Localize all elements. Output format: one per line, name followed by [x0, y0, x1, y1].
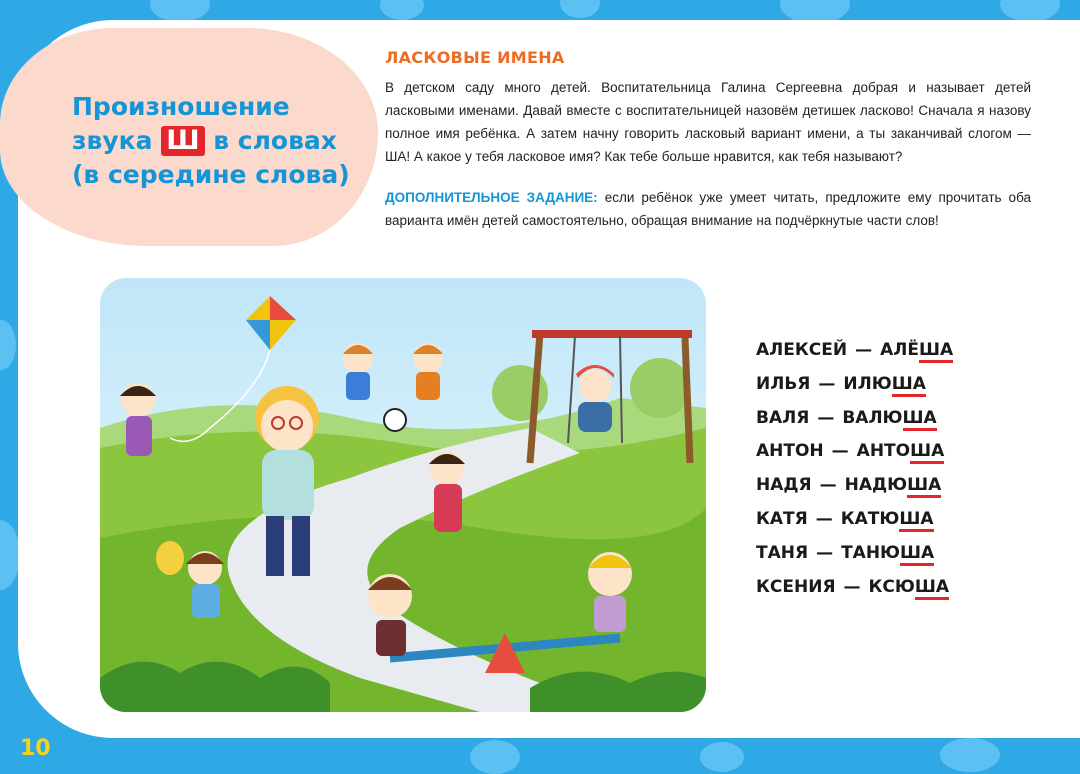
dash: —: [831, 441, 849, 462]
short-name-start: АНТО: [856, 441, 911, 462]
short-name-underlined: ША: [919, 340, 953, 363]
page-title: [72, 90, 372, 192]
short-name-underlined: ША: [910, 441, 944, 464]
short-name-underlined: ША: [907, 475, 941, 498]
short-name-start: ВАЛЮ: [842, 407, 903, 428]
name-pair: [756, 403, 1056, 437]
soccer-ball: [384, 409, 406, 431]
frame-dot: [700, 742, 744, 772]
extra-task-paragraph: [385, 186, 1031, 232]
title-line-3: (в середине слова): [72, 160, 350, 189]
playground-scene: [100, 278, 706, 712]
dash: —: [843, 576, 861, 597]
full-name: НАДЯ: [756, 475, 812, 496]
name-pair: [756, 369, 1056, 403]
short-name-start: КАТЮ: [840, 508, 900, 529]
extra-task-text: если ребёнок уже умеет читать, предложите ему прочитать оба варианта имён детей самостоятельно, обращая внимание на подчёркнутые части слов!: [385, 190, 1031, 228]
short-name-underlined: ША: [900, 543, 934, 566]
name-pair: [756, 504, 1056, 538]
dash: —: [815, 508, 833, 529]
name-pair: [756, 436, 1056, 470]
dash: —: [816, 542, 834, 563]
title-word-sound: звука: [72, 126, 153, 155]
title-line-1: Произношение: [72, 92, 290, 121]
swing-bar: [532, 330, 692, 338]
full-name: ТАНЯ: [756, 542, 809, 563]
child-on-swing: [579, 370, 611, 402]
names-list: [756, 335, 1056, 605]
short-name-underlined: ША: [899, 509, 933, 532]
section-heading: ЛАСКОВЫЕ ИМЕНА: [385, 48, 565, 67]
name-pair: [756, 335, 1056, 369]
short-name-start: АЛЁ: [880, 340, 919, 360]
title-letter-badge: Ш: [161, 126, 204, 156]
full-name: АЛЕКСЕЙ: [756, 340, 848, 360]
frame-dot: [380, 0, 424, 20]
frame-dot: [0, 320, 16, 370]
dash: —: [817, 407, 835, 428]
short-name-start: ТАНЮ: [841, 542, 901, 563]
frame-dot: [0, 520, 20, 590]
short-name-underlined: ША: [892, 374, 926, 397]
title-line-2: [72, 124, 372, 158]
intro-paragraph: В детском саду много детей. Воспитательница Галина Сергеевна добрая и называет детей ласковыми именами. Давай вместе с воспитательницей назовём детишек ласково! Сначала я назову полное имя ребёнка. А затем начну говорить ласковый вариант имени, а ты заканчивай слогом — ША! А какое у тебя ласковое имя? Как тебе больше нравится, как тебя называют?: [385, 80, 1031, 164]
balloon: [156, 541, 184, 575]
page-number: 10: [20, 736, 51, 761]
short-name-start: ИЛЮ: [843, 373, 892, 394]
full-name: КСЕНИЯ: [756, 576, 836, 597]
dash: —: [819, 475, 837, 496]
frame-dot: [470, 740, 520, 774]
full-name: КАТЯ: [756, 508, 808, 529]
name-pair: [756, 538, 1056, 572]
dash: —: [818, 373, 836, 394]
short-name-underlined: ША: [903, 408, 937, 431]
full-name: АНТОН: [756, 441, 824, 462]
tree: [630, 358, 690, 418]
frame-dot: [1000, 0, 1060, 22]
frame-dot: [150, 0, 210, 22]
full-name: ВАЛЯ: [756, 407, 810, 428]
full-name: ИЛЬЯ: [756, 373, 811, 394]
name-pair: [756, 470, 1056, 504]
frame-dot: [560, 0, 600, 18]
playground-illustration: [100, 278, 706, 712]
short-name-underlined: ША: [915, 577, 949, 600]
short-name-start: КСЮ: [868, 576, 915, 597]
name-pair: [756, 572, 1056, 606]
title-in-words: в словах: [213, 126, 337, 155]
dash: —: [855, 340, 873, 360]
short-name-start: НАДЮ: [844, 475, 908, 496]
bushes: [100, 662, 330, 712]
extra-task-label: ДОПОЛНИТЕЛЬНОЕ ЗАДАНИЕ:: [385, 190, 598, 205]
